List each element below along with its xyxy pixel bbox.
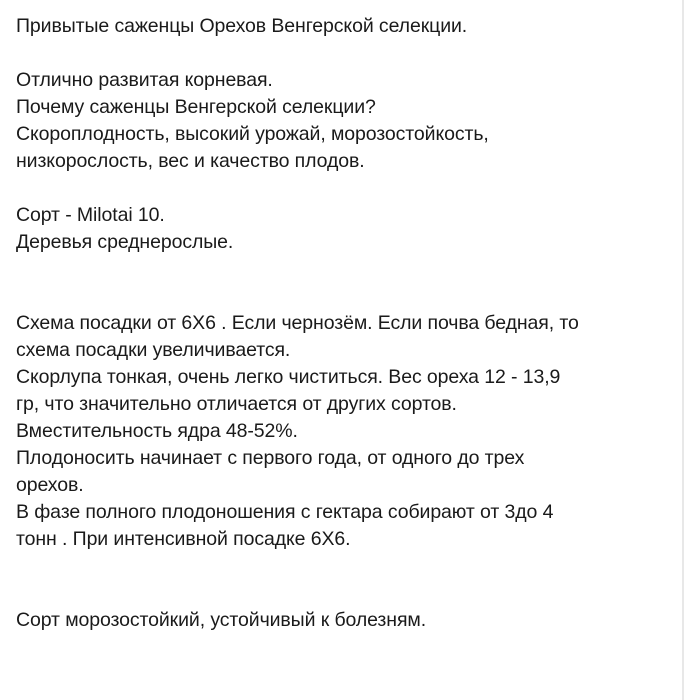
message-line: Скороплодность, высокий урожай, морозостойкость, [16,123,489,145]
message-line: тонн . При интенсивной посадке 6Х6. [16,528,351,550]
blank-lines [16,553,668,607]
message-line: В фазе полного плодоношения с гектара собирают от 3до 4 [16,501,554,523]
message-line: Отлично развитая корневая. [16,69,273,91]
blank-lines [16,256,668,310]
message-line: низкорослость, вес и качество плодов. [16,150,365,172]
message-line: схема посадки увеличивается. [16,339,291,361]
message-line: Схема посадки от 6Х6 . Если чернозём. Если почва бедная, то [16,312,579,334]
message-line: Плодоносить начинает с первого года, от одного до трех [16,447,525,469]
message-line: орехов. [16,474,84,496]
message-line: Скорлупа тонкая, очень легко чиститься. Вес ореха 12 - 13,9 [16,366,561,388]
message-line: Сорт морозостойкий, устойчивый к болезням. [16,609,427,631]
message-line: Вместительность ядра 48-52%. [16,420,298,442]
blank-line [16,175,668,202]
blank-line [16,40,668,67]
message-line: Почему саженцы Венгерской селекции? [16,96,376,118]
message-line: Деревья среднерослые. [16,231,234,253]
message-line: Сорт - Milotai 10. [16,204,165,226]
message-line: Привытые саженцы Орехов Венгерской селекции. [16,15,468,37]
message-line: гр, что значительно отличается от других сортов. [16,393,457,415]
